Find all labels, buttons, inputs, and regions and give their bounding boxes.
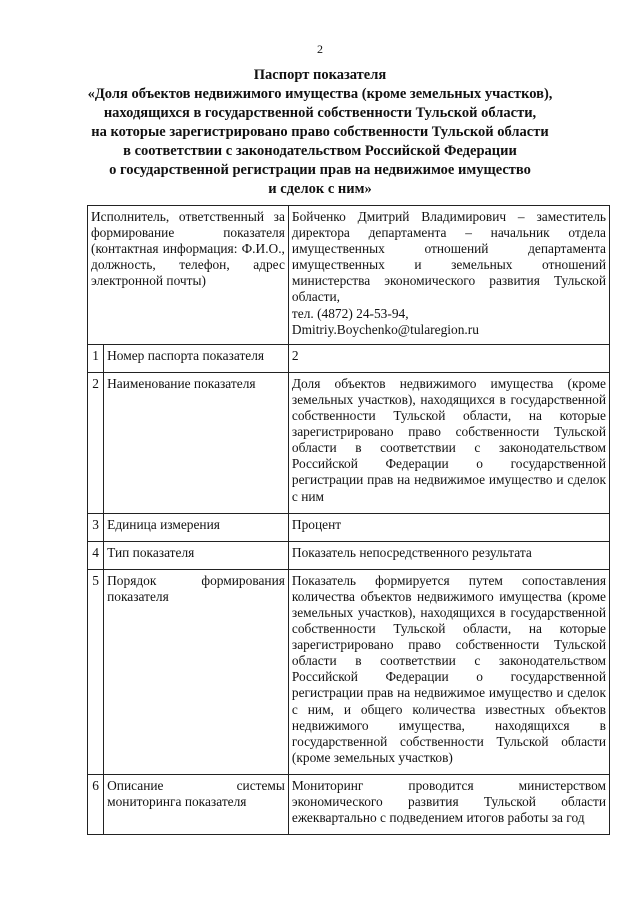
passport-table: [87, 205, 610, 835]
row-label: Описание системы мониторинга показателя: [104, 774, 289, 834]
row-label: Наименование показателя: [104, 372, 289, 513]
row-number: 4: [88, 541, 104, 569]
executor-email: Dmitriy.Boychenko@tularegion.ru: [291, 321, 479, 337]
table-row: [88, 569, 610, 774]
row-value: Показатель непосредственного результата: [288, 541, 609, 569]
table-row-executor: [88, 206, 610, 345]
executor-value: Бойченко Дмитрий Владимирович – заместитель директора департамента – начальник отдела имущественных отношений департамента имущественных и земельных отношений министерства экономического развития Тульской области,: [291, 209, 606, 305]
row-value: Показатель формируется путем сопоставления количества объектов недвижимого имущества (кроме земельных участков), находящихся в государственной собственности Тульской области, на которые зарегистрировано право собственности Тульской области в соответствии с законодательством Российской Федерации о государственной регистрации прав на недвижимое имущество и сделок с ним, и общего количества известных объектов недвижимого имущества, находящихся в государственной собственности Тульской области (кроме земельных участков): [288, 569, 609, 774]
table-row: [88, 513, 610, 541]
row-number: 6: [88, 774, 104, 834]
row-label: Тип показателя: [104, 541, 289, 569]
row-value: Доля объектов недвижимого имущества (кроме земельных участков), находящихся в государственной собственности Тульской области, на которые зарегистрировано право собственности Тульской области в соответствии с законодательством Российской Федерации о государственной регистрации прав на недвижимое имущество и сделок с ним: [288, 372, 609, 513]
row-value: Процент: [288, 513, 609, 541]
title-line: и сделок с ним»: [268, 181, 372, 197]
row-value: 2: [288, 344, 609, 372]
table-row: [88, 372, 610, 513]
table-row: [88, 541, 610, 569]
row-label: Порядок формирования показателя: [104, 569, 289, 774]
table-row: [88, 344, 610, 372]
row-number: 2: [88, 372, 104, 513]
title-line: в соответствии с законодательством Российской Федерации: [123, 143, 517, 159]
document-title: [80, 66, 560, 199]
title-line: о государственной регистрации прав на недвижимое имущество: [109, 162, 531, 178]
executor-label: Исполнитель, ответственный за формирование показателя (контактная информация: Ф.И.О., должность, телефон, адрес электронной почты): [88, 206, 289, 345]
row-number: 3: [88, 513, 104, 541]
page-number: 2: [317, 42, 323, 56]
row-label: Единица измерения: [104, 513, 289, 541]
row-value: Мониторинг проводится министерством экономического развития Тульской области ежеквартально с подведением итогов работы за год: [288, 774, 609, 834]
row-number: 5: [88, 569, 104, 774]
title-line: Паспорт показателя: [253, 67, 387, 83]
title-line: «Доля объектов недвижимого имущества (кроме земельных участков),: [87, 86, 553, 102]
table-row: [88, 774, 610, 834]
row-number: 1: [88, 344, 104, 372]
title-line: на которые зарегистрировано право собственности Тульской области: [91, 124, 549, 140]
executor-phone: тел. (4872) 24-53-94,: [291, 305, 409, 321]
title-line: находящихся в государственной собственности Тульской области,: [103, 105, 537, 121]
executor-value-cell: [288, 206, 609, 345]
row-label: Номер паспорта показателя: [104, 344, 289, 372]
